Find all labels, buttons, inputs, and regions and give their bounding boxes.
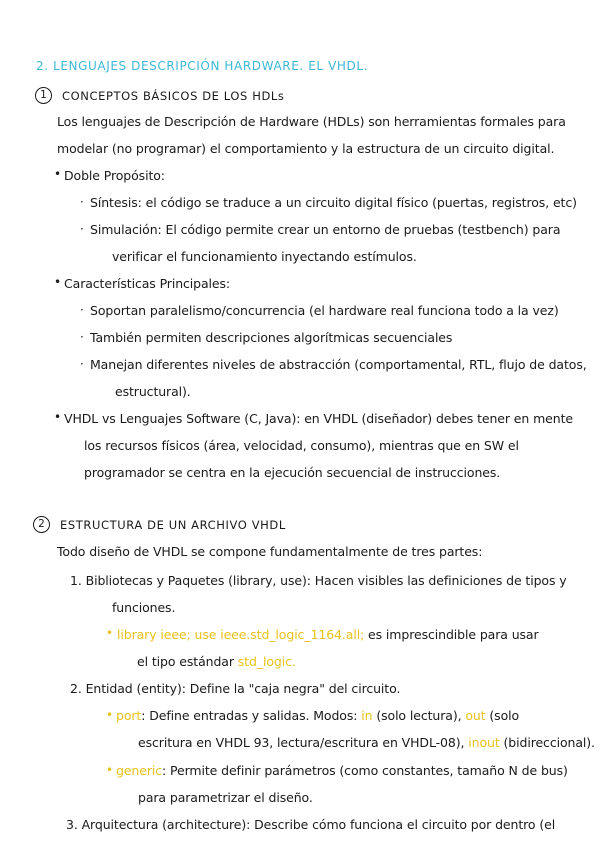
bullet-dot: • [54, 410, 62, 424]
list-item-text: : Define entradas y salidas. Modos: [141, 708, 362, 723]
page-title: 2. LENGUAJES DESCRIPCIÓN HARDWARE. EL VHDL. [36, 59, 369, 73]
bullet-dot: • [106, 708, 114, 722]
list-item-continuation: para parametrizar el diseño. [138, 790, 313, 805]
list-item: Características Principales: [64, 276, 231, 291]
list-item: Simulación: El código permite crear un entorno de pruebas (testbench) para [90, 222, 561, 237]
bullet-dot: · [80, 330, 84, 344]
list-item: Soportan paralelismo/concurrencia (el hardware real funciona todo a la vez) [90, 303, 559, 318]
list-item [116, 763, 568, 779]
list-item-continuation: verificar el funcionamiento inyectando estímulos. [112, 249, 417, 264]
list-item: También permiten descripciones algorítmicas secuenciales [90, 330, 453, 345]
list-item: 3. Arquitectura (architecture): Describe cómo funciona el circuito por dentro (el [66, 817, 556, 832]
list-item-continuation [137, 654, 296, 670]
paragraph-line: Los lenguajes de Descripción de Hardware (HDLs) son herramientas formales para [57, 114, 566, 129]
list-item-continuation: programador se centra en la ejecución secuencial de instrucciones. [84, 465, 501, 480]
list-item-text: (solo [485, 708, 520, 723]
list-item-text: escritura en VHDL 93, lectura/escritura en VHDL-08), [138, 735, 469, 750]
section-heading: ESTRUCTURA DE UN ARCHIVO VHDL [60, 518, 286, 532]
bullet-dot: · [80, 357, 84, 371]
list-item [117, 627, 539, 643]
bullet-dot: • [106, 626, 114, 640]
bullet-dot: • [54, 275, 62, 289]
list-item-text: (bidireccional). [499, 735, 595, 750]
paragraph-line: Todo diseño de VHDL se compone fundamentalmente de tres partes: [57, 544, 483, 559]
code-highlight: inout [468, 735, 500, 750]
bullet-dot: • [54, 167, 62, 181]
list-item [116, 708, 519, 724]
code-highlight: out [465, 708, 486, 723]
bullet-dot: · [80, 222, 84, 236]
code-highlight: std_logic. [237, 654, 296, 669]
bullet-dot: · [80, 303, 84, 317]
list-item-text: : Permite definir parámetros (como constantes, tamaño N de bus) [162, 763, 568, 778]
list-item-text: es imprescindible para usar [364, 627, 539, 642]
section-number-badge: 1 [35, 87, 52, 104]
list-item-continuation [138, 735, 595, 751]
list-item: 2. Entidad (entity): Define la "caja negra" del circuito. [70, 681, 401, 696]
bullet-dot: · [80, 195, 84, 209]
list-item-continuation: funciones. [112, 600, 176, 615]
section-heading: CONCEPTOS BÁSICOS DE LOS HDLs [62, 89, 285, 103]
list-item-continuation: estructural). [115, 384, 191, 399]
list-item: 1. Bibliotecas y Paquetes (library, use): Hacen visibles las definiciones de tipos y [70, 573, 567, 588]
code-highlight: library ieee; use ieee.std_logic_1164.all; [117, 627, 365, 642]
list-item-text: el tipo estándar [137, 654, 238, 669]
list-item: Síntesis: el código se traduce a un circuito digital físico (puertas, registros, etc) [90, 195, 577, 210]
code-highlight: generic [116, 763, 163, 778]
list-item-continuation: los recursos físicos (área, velocidad, consumo), mientras que en SW el [84, 438, 519, 453]
code-highlight: port [116, 708, 142, 723]
section-number-badge: 2 [33, 516, 50, 533]
list-item-text: (solo lectura), [372, 708, 466, 723]
list-item: VHDL vs Lenguajes Software (C, Java): en VHDL (diseñador) debes tener en mente [64, 411, 573, 426]
list-item: Manejan diferentes niveles de abstracción (comportamental, RTL, flujo de datos, [90, 357, 587, 372]
list-item: Doble Propósito: [64, 168, 165, 183]
paragraph-line: modelar (no programar) el comportamiento y la estructura de un circuito digital. [57, 141, 555, 156]
bullet-dot: • [106, 763, 114, 777]
code-highlight: in [361, 708, 373, 723]
